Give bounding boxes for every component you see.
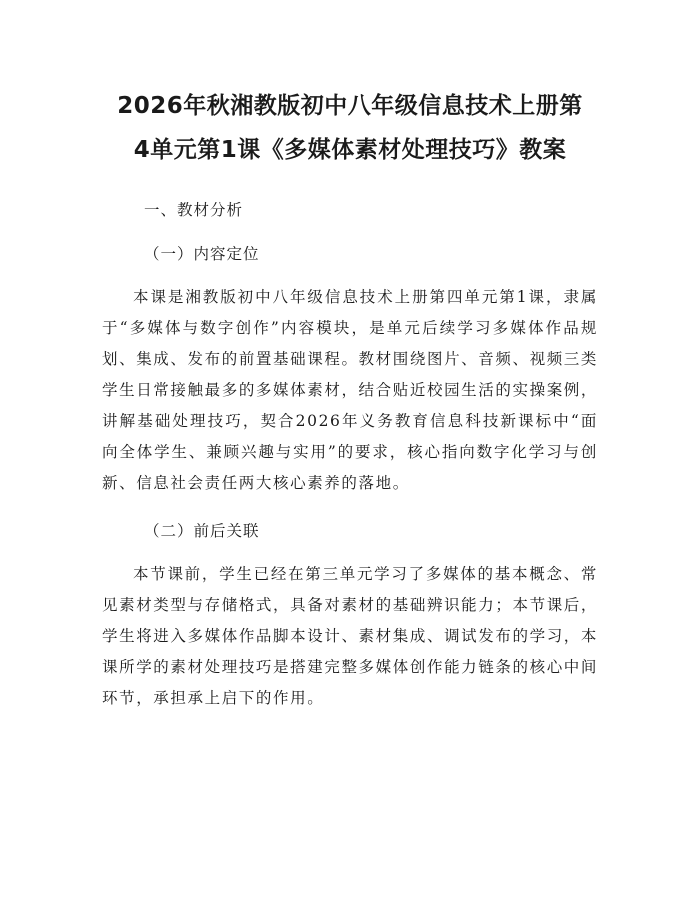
subheading-connections: （二）前后关联: [144, 522, 260, 540]
subheading-content-positioning: （一）内容定位: [144, 245, 260, 263]
paragraph-connections: 本节课前，学生已经在第三单元学习了多媒体的基本概念、常见素材类型与存储格式，具备对素材的基础辨识能力；本节课后，学生将进入多媒体作品脚本设计、素材集成、调试发布的学习，本课所学的素材处理技巧是搭建完整多媒体创作能力链条的核心中间环节，承担承上启下的作用。: [102, 565, 598, 707]
section-heading-textbook-analysis: 一、教材分析: [144, 201, 244, 219]
document-title: [102, 84, 598, 172]
document-title-line-2: 4单元第1课《多媒体素材处理技巧》教案: [133, 137, 567, 163]
document-title-line-1: 2026年秋湘教版初中八年级信息技术上册第: [117, 93, 583, 119]
paragraph-content-positioning: 本课是湘教版初中八年级信息技术上册第四单元第1课，隶属于“多媒体与数字创作”内容模块，是单元后续学习多媒体作品规划、集成、发布的前置基础课程。教材围绕图片、音频、视频三类学生日常接触最多的多媒体素材，结合贴近校园生活的实操案例，讲解基础处理技巧，契合2026年义务教育信息科技新课标中“面向全体学生、兼顾兴趣与实用”的要求，核心指向数字化学习与创新、信息社会责任两大核心素养的落地。: [102, 288, 598, 492]
